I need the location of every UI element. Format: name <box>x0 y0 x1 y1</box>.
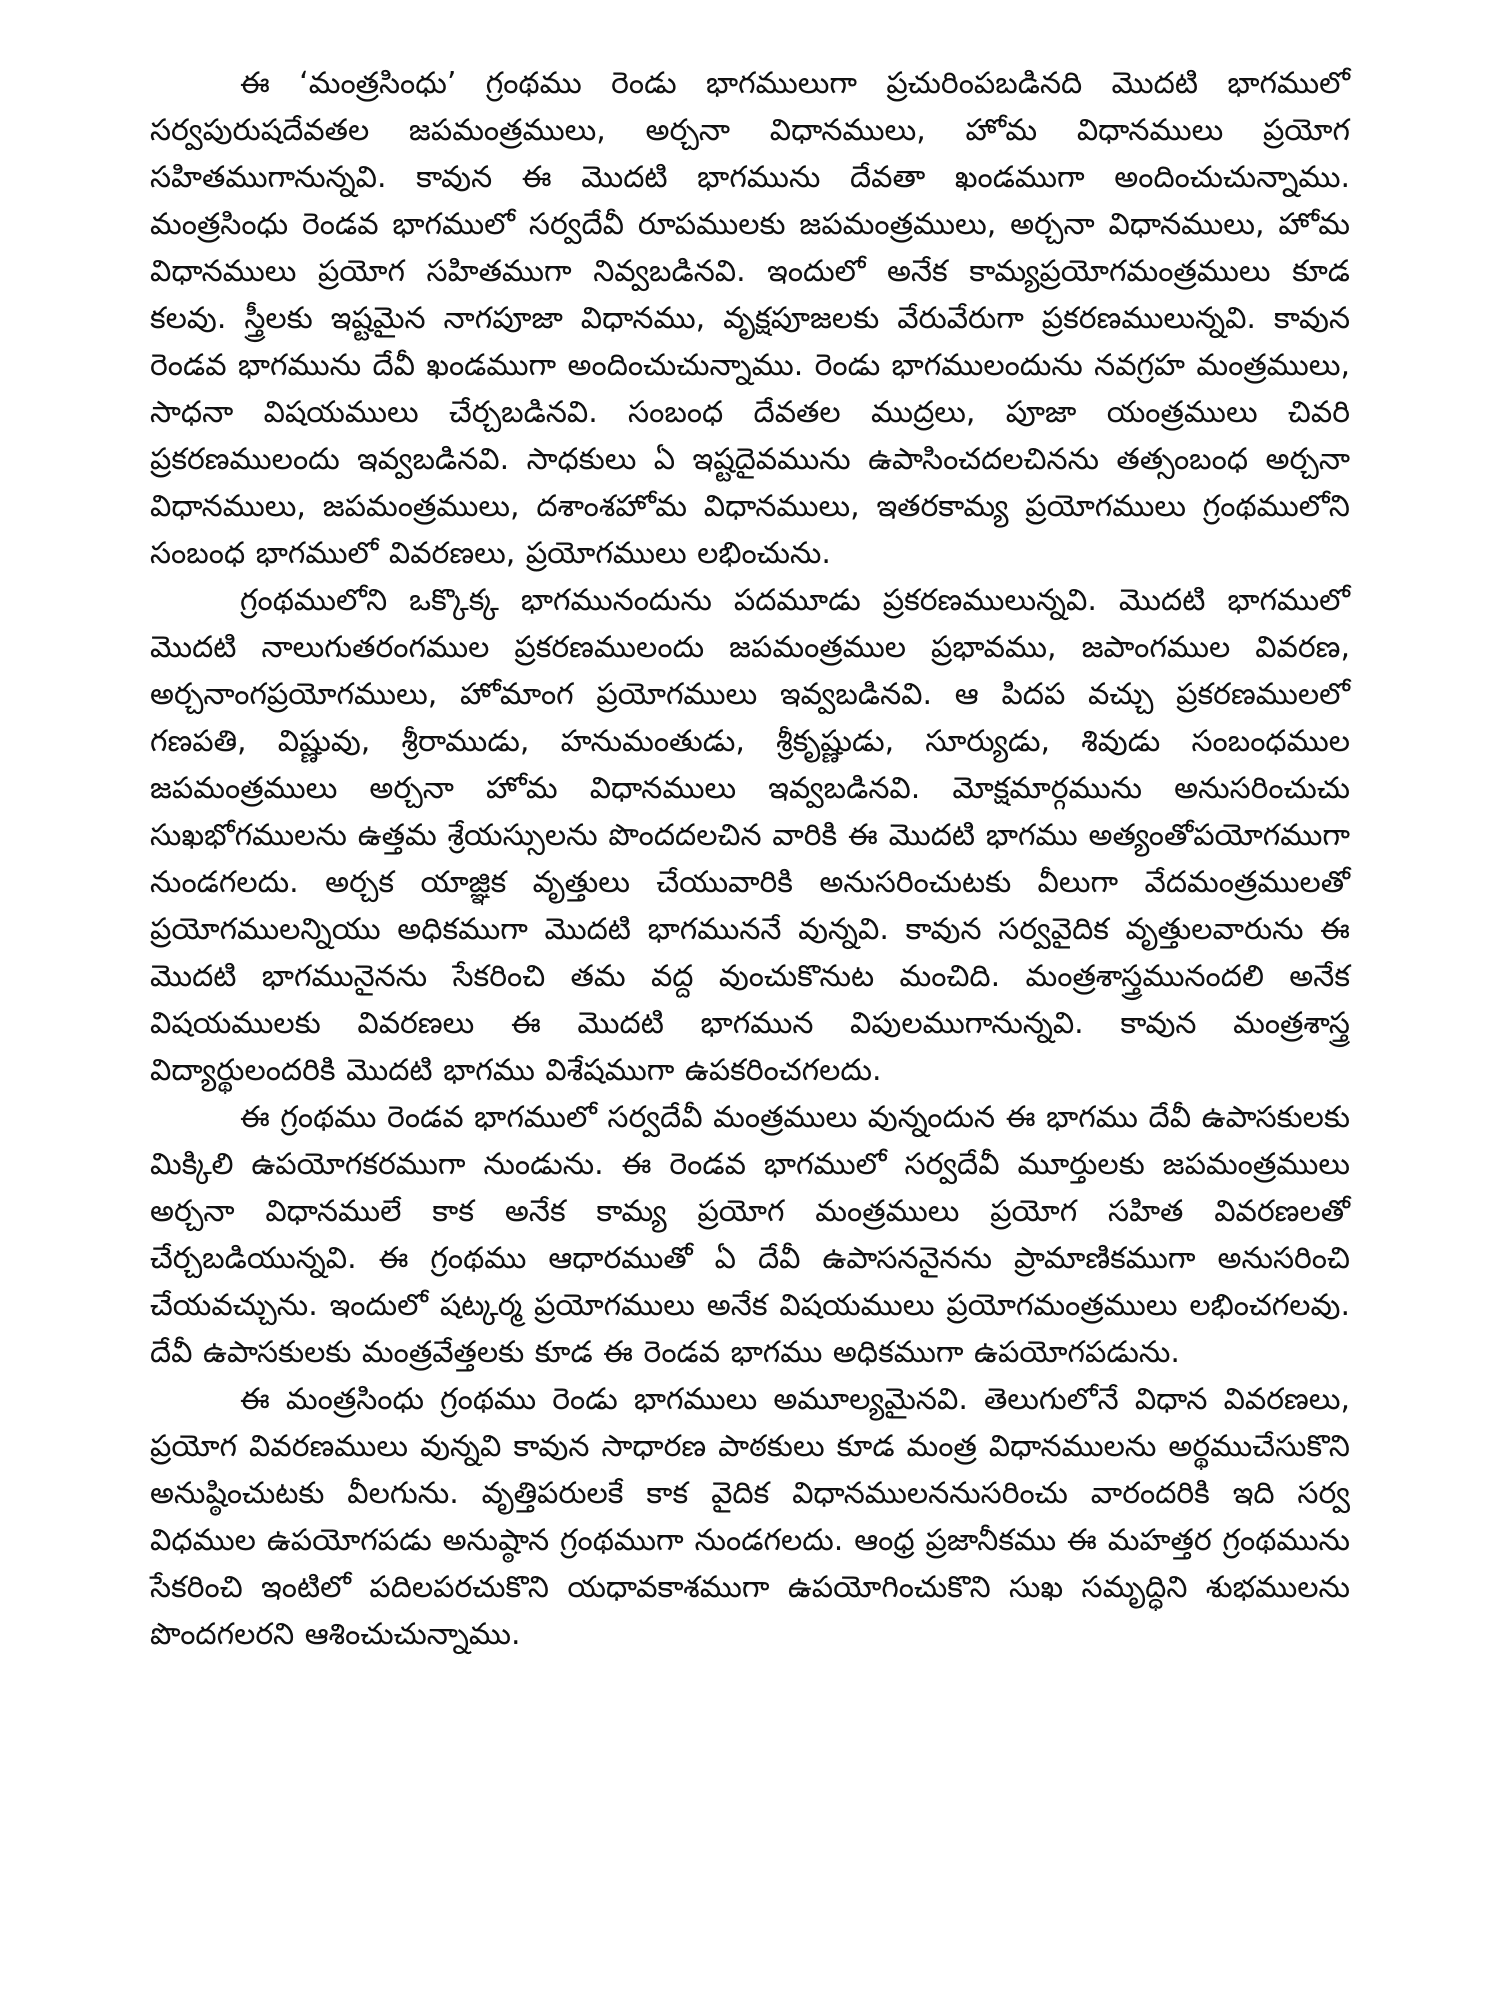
paragraph-2: గ్రంథములోని ఒక్కొక్క భాగమునందును పదమూడు ప్రకరణములున్నవి. మొదటి భాగములో మొదటి నాలుగుతరంగముల ప్రకరణములందు జపమంత్రముల ప్రభావము, జపాంగముల వివరణ, అర్చనాంగప్రయోగములు, హోమాంగ ప్రయోగములు ఇవ్వబడినవి. ఆ పిదప వచ్చు ప్రకరణములలో గణపతి, విష్ణువు, శ్రీరాముడు, హనుమంతుడు, శ్రీకృష్ణుడు, సూర్యుడు, శివుడు సంబంధముల జపమంత్రములు అర్చనా హోమ విధానములు ఇవ్వబడినవి. మోక్షమార్గమును అనుసరించుచు సుఖభోగములను ఉత్తమ శ్రేయస్సులను పొందదలచిన వారికి ఈ మొదటి భాగము అత్యంతోపయోగముగా నుండగలదు. అర్చక యాజ్ఞిక వృత్తులు చేయువారికి అనుసరించుటకు వీలుగా వేదమంత్రములతో ప్రయోగములన్నియు అధికముగా మొదటి భాగముననే వున్నవి. కావున సర్వవైదిక వృత్తులవారును ఈ మొదటి భాగమునైనను సేకరించి తమ వద్ద వుంచుకొనుట మంచిది. మంత్రశాస్త్రమునందలి అనేక విషయములకు వివరణలు ఈ మొదటి భాగమున విపులముగానున్నవి. కావున మంత్రశాస్త్ర విద్యార్థులందరికి మొదటి భాగము విశేషముగా ఉపకరించగలదు. <box>150 583 1350 1088</box>
document-page <box>150 60 1350 1940</box>
paragraph-1: ఈ ‘మంత్రసింధు’ గ్రంథము రెండు భాగములుగా ప్రచురింపబడినది మొదటి భాగములో సర్వపురుషదేవతల జపమంత్రములు, అర్చనా విధానములు, హోమ విధానములు ప్రయోగ సహితముగానున్నవి. కావున ఈ మొదటి భాగమును దేవతా ఖండముగా అందించుచున్నాము. మంత్రసింధు రెండవ భాగములో సర్వదేవీ రూపములకు జపమంత్రములు, అర్చనా విధానములు, హోమ విధానములు ప్రయోగ సహితముగా నివ్వబడినవి. ఇందులో అనేక కామ్యప్రయోగమంత్రములు కూడ కలవు. స్త్రీలకు ఇష్టమైన నాగపూజా విధానము, వృక్షపూజలకు వేరువేరుగా ప్రకరణములున్నవి. కావున రెండవ భాగమును దేవీ ఖండముగా అందించుచున్నాము. రెండు భాగములందును నవగ్రహ మంత్రములు, సాధనా విషయములు చేర్చబడినవి. సంబంధ దేవతల ముద్రలు, పూజా యంత్రములు చివరి ప్రకరణములందు ఇవ్వబడినవి. సాధకులు ఏ ఇష్టదైవమును ఉపాసించదలచినను తత్సంబంధ అర్చనా విధానములు, జపమంత్రములు, దశాంశహోమ విధానములు, ఇతరకామ్య ప్రయోగములు గ్రంథములోని సంబంధ భాగములో వివరణలు, ప్రయోగములు లభించును. <box>150 66 1350 571</box>
paragraph-4: ఈ మంత్రసింధు గ్రంథము రెండు భాగములు అమూల్యమైనవి. తెలుగులోనే విధాన వివరణలు, ప్రయోగ వివరణములు వున్నవి కావున సాధారణ పాఠకులు కూడ మంత్ర విధానములను అర్థముచేసుకొని అనుష్ఠించుటకు వీలగును. వృత్తిపరులకే కాక వైదిక విధానములననుసరించు వారందరికి ఇది సర్వ విధముల ఉపయోగపడు అనుష్ఠాన గ్రంథముగా నుండగలదు. ఆంధ్ర ప్రజానీకము ఈ మహత్తర గ్రంథమును సేకరించి ఇంటిలో పదిలపరచుకొని యధావకాశముగా ఉపయోగించుకొని సుఖ సమృద్ధిని శుభములను పొందగలరని ఆశించుచున్నాము. <box>150 1382 1350 1652</box>
paragraph-3: ఈ గ్రంథము రెండవ భాగములో సర్వదేవీ మంత్రములు వున్నందున ఈ భాగము దేవీ ఉపాసకులకు మిక్కిలి ఉపయోగకరముగా నుండును. ఈ రెండవ భాగములో సర్వదేవీ మూర్తులకు జపమంత్రములు అర్చనా విధానములే కాక అనేక కామ్య ప్రయోగ మంత్రములు ప్రయోగ సహిత వివరణలతో చేర్చబడియున్నవి. ఈ గ్రంథము ఆధారముతో ఏ దేవీ ఉపాసననైనను ప్రామాణికముగా అనుసరించి చేయవచ్చును. ఇందులో షట్కర్మ ప్రయోగములు అనేక విషయములు ప్రయోగమంత్రములు లభించగలవు. దేవీ ఉపాసకులకు మంత్రవేత్తలకు కూడ ఈ రెండవ భాగము అధికముగా ఉపయోగపడును. <box>150 1100 1350 1370</box>
